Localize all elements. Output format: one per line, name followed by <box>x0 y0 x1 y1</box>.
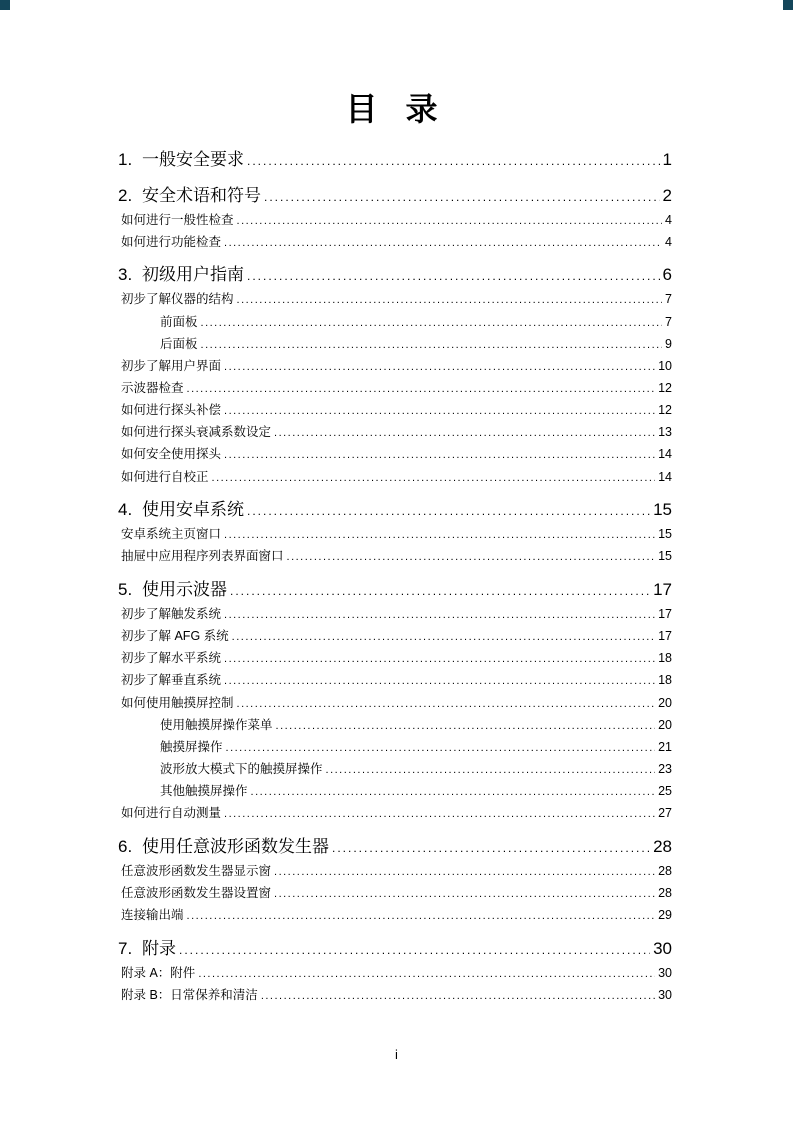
toc-entry-page-number: 15 <box>658 549 672 564</box>
dot-leader <box>247 265 660 285</box>
toc-entry <box>118 500 672 520</box>
toc-entry-page-number: 1 <box>662 150 672 169</box>
toc-entry <box>118 740 672 755</box>
dot-leader <box>264 186 660 206</box>
toc-entry <box>118 292 672 307</box>
toc-entry-label: 使用任意波形函数发生器 <box>142 836 329 856</box>
dot-leader <box>212 470 656 485</box>
corner-mark-top-left <box>0 0 10 10</box>
toc-entry-page-number: 18 <box>658 673 672 688</box>
toc-entry <box>118 837 672 857</box>
toc-entry <box>118 629 672 644</box>
toc-entry-label: 如何进行自动测量 <box>121 806 222 821</box>
toc-entry-label: 其他触摸屏操作 <box>160 784 248 799</box>
toc-entry-label: 任意波形函数发生器显示窗 <box>121 864 272 879</box>
toc-entry-label: 如何进行探头衰减系数设定 <box>121 425 272 440</box>
toc-entry-page-number: 30 <box>658 988 672 1003</box>
toc-entry-page-number: 18 <box>658 651 672 666</box>
toc-entry <box>118 403 672 418</box>
toc-entry-label: 前面板 <box>160 314 198 329</box>
toc-entry <box>118 886 672 901</box>
toc-entry-page-number: 28 <box>658 864 672 879</box>
toc-entry <box>118 718 672 733</box>
dot-leader <box>237 292 663 307</box>
toc-entry <box>118 908 672 923</box>
toc-entry-page-number: 14 <box>658 469 672 484</box>
toc-entry-page-number: 27 <box>658 806 672 821</box>
toc-entry-label: 初步了解仪器的结构 <box>121 292 234 307</box>
toc-entry-label: 附录 <box>142 938 176 958</box>
toc-entry <box>118 864 672 879</box>
dot-leader <box>226 740 656 755</box>
toc-entry <box>118 381 672 396</box>
toc-entry <box>118 186 672 206</box>
dot-leader <box>224 806 655 821</box>
dot-leader <box>326 762 656 777</box>
toc-entry-page-number: 20 <box>658 717 672 732</box>
dot-leader <box>224 447 655 462</box>
toc-entry-page-number: 4 <box>665 234 672 249</box>
toc-entry-page-number: 13 <box>658 425 672 440</box>
toc-entry <box>118 235 672 250</box>
dot-leader <box>274 425 655 440</box>
toc-entry-page-number: 30 <box>658 965 672 980</box>
toc-entry <box>118 762 672 777</box>
toc-entry-label: 如何进行一般性检查 <box>121 212 234 227</box>
toc-entry-number: 5. <box>118 580 133 600</box>
toc-entry-label: 初步了解垂直系统 <box>121 673 222 688</box>
toc-entry <box>118 966 672 981</box>
toc-entry-label: 初步了解用户界面 <box>121 358 222 373</box>
dot-leader <box>332 837 650 857</box>
toc-entry-number: 2. <box>118 185 133 205</box>
toc-entry-label: 一般安全要求 <box>142 150 244 169</box>
toc-entry <box>118 337 672 352</box>
toc-entry-label: 初级用户指南 <box>142 265 244 285</box>
toc-entry-label: 初步了解水平系统 <box>121 651 222 666</box>
dot-leader <box>179 939 650 959</box>
toc-entry-page-number: 15 <box>658 527 672 542</box>
toc-entry <box>118 315 672 330</box>
toc-entry-number: 6. <box>118 836 133 856</box>
dot-leader <box>224 673 655 688</box>
toc-entry <box>118 939 672 959</box>
toc-entry <box>118 150 672 170</box>
dot-leader <box>274 864 655 879</box>
toc-entry-page-number: 29 <box>658 908 672 923</box>
dot-leader <box>201 337 663 352</box>
dot-leader <box>247 500 650 520</box>
dot-leader <box>237 696 656 711</box>
toc-entry-label: 使用安卓系统 <box>142 500 244 520</box>
toc-entry <box>118 696 672 711</box>
toc-entry-label: 抽屉中应用程序列表界面窗口 <box>121 549 284 564</box>
toc-entry <box>118 607 672 622</box>
toc-entry <box>118 425 672 440</box>
dot-leader <box>224 235 662 250</box>
toc-entry <box>118 784 672 799</box>
toc-entry-label: 初步了解触发系统 <box>121 607 222 622</box>
dot-leader <box>274 886 655 901</box>
dot-leader <box>187 908 656 923</box>
toc-entry <box>118 988 672 1003</box>
toc-entry-page-number: 12 <box>658 403 672 418</box>
toc-entry-label: 如何进行功能检查 <box>121 234 222 249</box>
toc-entry-number: 3. <box>118 265 133 285</box>
dot-leader <box>251 784 656 799</box>
toc-entry-number: 1. <box>118 150 133 169</box>
toc-entry-label: 安全术语和符号 <box>142 185 261 205</box>
toc-entry-page-number: 2 <box>662 185 672 205</box>
corner-mark-top-right <box>783 0 793 10</box>
toc-entry-page-number: 9 <box>665 336 672 351</box>
toc-entry-number: 7. <box>118 938 133 958</box>
toc-entry <box>118 549 672 564</box>
toc-entry-label: 使用触摸屏操作菜单 <box>160 717 273 732</box>
toc-entry-label: 如何安全使用探头 <box>121 447 222 462</box>
toc-entry-page-number: 17 <box>658 607 672 622</box>
toc-entry-page-number: 30 <box>653 938 672 958</box>
toc-entry <box>118 527 672 542</box>
toc-entry <box>118 359 672 374</box>
toc-entry-page-number: 7 <box>665 314 672 329</box>
toc-entry-label: 连接输出端 <box>121 908 184 923</box>
toc-entry <box>118 213 672 228</box>
toc-entry-label: 波形放大模式下的触摸屏操作 <box>160 762 323 777</box>
toc-entry-label: 使用示波器 <box>142 580 227 600</box>
toc-entry-label: 附录 A：附件 <box>121 965 196 980</box>
dot-leader <box>224 651 655 666</box>
dot-leader <box>187 381 656 396</box>
dot-leader <box>224 527 655 542</box>
dot-leader <box>247 150 660 170</box>
toc-entry-label: 任意波形函数发生器设置窗 <box>121 886 272 901</box>
toc-list <box>118 150 672 1003</box>
toc-entry-number: 4. <box>118 500 133 520</box>
toc-entry-page-number: 20 <box>658 695 672 710</box>
dot-leader <box>224 359 655 374</box>
dot-leader <box>261 988 655 1003</box>
toc-entry-label: 附录 B：日常保养和清洁 <box>121 988 258 1003</box>
dot-leader <box>230 580 650 600</box>
toc-entry-label: 触摸屏操作 <box>160 739 223 754</box>
toc-entry-page-number: 21 <box>658 739 672 754</box>
toc-entry-label: 如何进行探头补偿 <box>121 403 222 418</box>
toc-entry <box>118 447 672 462</box>
toc-entry-page-number: 17 <box>658 629 672 644</box>
page-title: 目 录 <box>345 91 448 127</box>
toc-entry-page-number: 7 <box>665 292 672 307</box>
dot-leader <box>237 213 663 228</box>
dot-leader <box>224 403 655 418</box>
dot-leader <box>287 549 656 564</box>
footer-page-number: i <box>395 1047 398 1062</box>
toc-entry <box>118 673 672 688</box>
toc-entry-label: 如何进行自校正 <box>121 469 209 484</box>
toc-entry <box>118 580 672 600</box>
toc-entry-page-number: 17 <box>653 580 672 600</box>
toc-entry <box>118 806 672 821</box>
toc-entry-page-number: 23 <box>658 762 672 777</box>
toc-entry-label: 示波器检查 <box>121 380 184 395</box>
toc-entry-page-number: 10 <box>658 358 672 373</box>
toc-entry <box>118 470 672 485</box>
toc-entry-page-number: 28 <box>653 836 672 856</box>
toc-entry-page-number: 25 <box>658 784 672 799</box>
dot-leader <box>201 315 663 330</box>
dot-leader <box>232 629 655 644</box>
toc-entry-page-number: 4 <box>665 212 672 227</box>
toc-entry <box>118 651 672 666</box>
toc-entry-label: 如何使用触摸屏控制 <box>121 695 234 710</box>
toc-entry-page-number: 12 <box>658 380 672 395</box>
toc-entry-page-number: 6 <box>662 265 672 285</box>
toc-entry-label: 初步了解 AFG 系统 <box>121 629 229 644</box>
toc-entry-page-number: 14 <box>658 447 672 462</box>
toc-entry-label: 后面板 <box>160 336 198 351</box>
dot-leader <box>224 607 655 622</box>
dot-leader <box>276 718 656 733</box>
toc-entry-page-number: 15 <box>653 500 672 520</box>
toc-entry <box>118 265 672 285</box>
toc-entry-label: 安卓系统主页窗口 <box>121 527 222 542</box>
dot-leader <box>198 966 655 981</box>
toc-entry-page-number: 28 <box>658 886 672 901</box>
